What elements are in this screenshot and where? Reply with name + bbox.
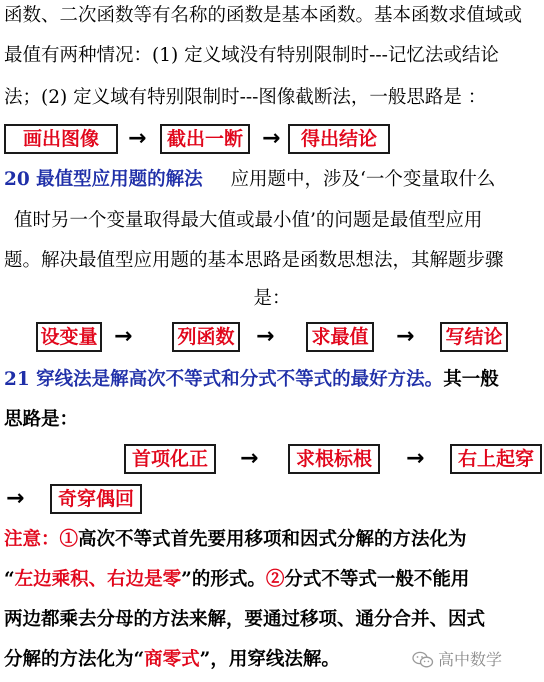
watermark	[412, 646, 502, 674]
note-quote-2: 商零式	[144, 649, 200, 670]
flow3-arrow-3: →	[6, 486, 25, 511]
note-line2-mid: 的形式。	[191, 569, 266, 590]
flow1-arrow-2: →	[262, 126, 281, 151]
flow3-step-2: 求根标根	[288, 444, 380, 474]
watermark-text: 高中数学	[438, 650, 503, 669]
section20-heading: 20 最值型应用题的解法	[4, 169, 203, 190]
flow1-arrow-1: →	[128, 126, 147, 151]
section21-line1-rest: 其一般	[443, 369, 499, 390]
flow3-step-1: 首项化正	[124, 444, 216, 474]
note-line1-rest: 高次不等式首先要用移项和因式分解的方法化为	[78, 529, 467, 550]
note-line2-rest: 分式不等式一般不能用	[284, 569, 470, 590]
note-line3: 两边都乘去分母的方法来解，要通过移项、通分合并、因式	[4, 609, 486, 630]
note-line2	[4, 568, 540, 592]
flow2-arrow-3: →	[396, 324, 415, 349]
flow2-arrow-1: →	[114, 324, 133, 349]
quote-open: “	[4, 569, 15, 590]
para1-line2: 最值有两种情况：(1) 定义域没有特别限制时---记忆法或结论	[4, 45, 499, 66]
note-line1	[4, 528, 540, 552]
flow2-step-2: 列函数	[172, 322, 240, 352]
note-line4-end: ”，用穿线法解。	[199, 649, 340, 670]
flow3-arrow-1: →	[240, 446, 259, 471]
section20-line4: 是：	[253, 288, 291, 309]
para1-line3: 法；(2) 定义域有特别限制时---图像截断法，一般思路是 ：	[4, 87, 487, 108]
flow2-arrow-2: →	[256, 324, 275, 349]
note-line4-start: 分解的方法化为“	[4, 649, 145, 670]
flow3-step-3: 右上起穿	[450, 444, 542, 474]
para1-line1: 函数、二次函数等有名称的函数是基本函数。基本函数求值域或	[4, 5, 523, 26]
section20-line3: 题。解决最值型应用题的基本思路是函数思想法，其解题步骤	[4, 250, 504, 271]
section20-line1-rest: 应用题中，涉及‘一个变量取什么	[230, 169, 496, 190]
note-mark-1: ①	[59, 529, 79, 550]
note-quote-1: 左边乘积、右边是零	[14, 569, 182, 590]
section20-line1	[4, 168, 540, 192]
section21-heading: 21 穿线法是解高次不等式和分式不等式的最好方法。	[4, 369, 444, 390]
section21-line1	[4, 368, 540, 392]
flow1-step-3: 得出结论	[288, 124, 390, 154]
flow2-step-1: 设变量	[36, 322, 102, 352]
note-label: 注意：	[4, 529, 60, 550]
flow2-step-3: 求最值	[306, 322, 374, 352]
quote-close: ”	[181, 569, 192, 590]
flow1-step-2: 截出一断	[160, 124, 250, 154]
flow3-step-4: 奇穿偶回	[50, 484, 142, 514]
note-mark-2: ②	[265, 569, 285, 590]
flow1-step-1: 画出图像	[4, 124, 118, 154]
wechat-icon	[412, 651, 434, 669]
section21-line2: 思路是：	[4, 409, 79, 430]
flow2-step-4: 写结论	[440, 322, 508, 352]
flow3-arrow-2: →	[406, 446, 425, 471]
section20-line2: 值时另一个变量取得最大值或最小值’的问题是最值型应用	[14, 210, 483, 231]
